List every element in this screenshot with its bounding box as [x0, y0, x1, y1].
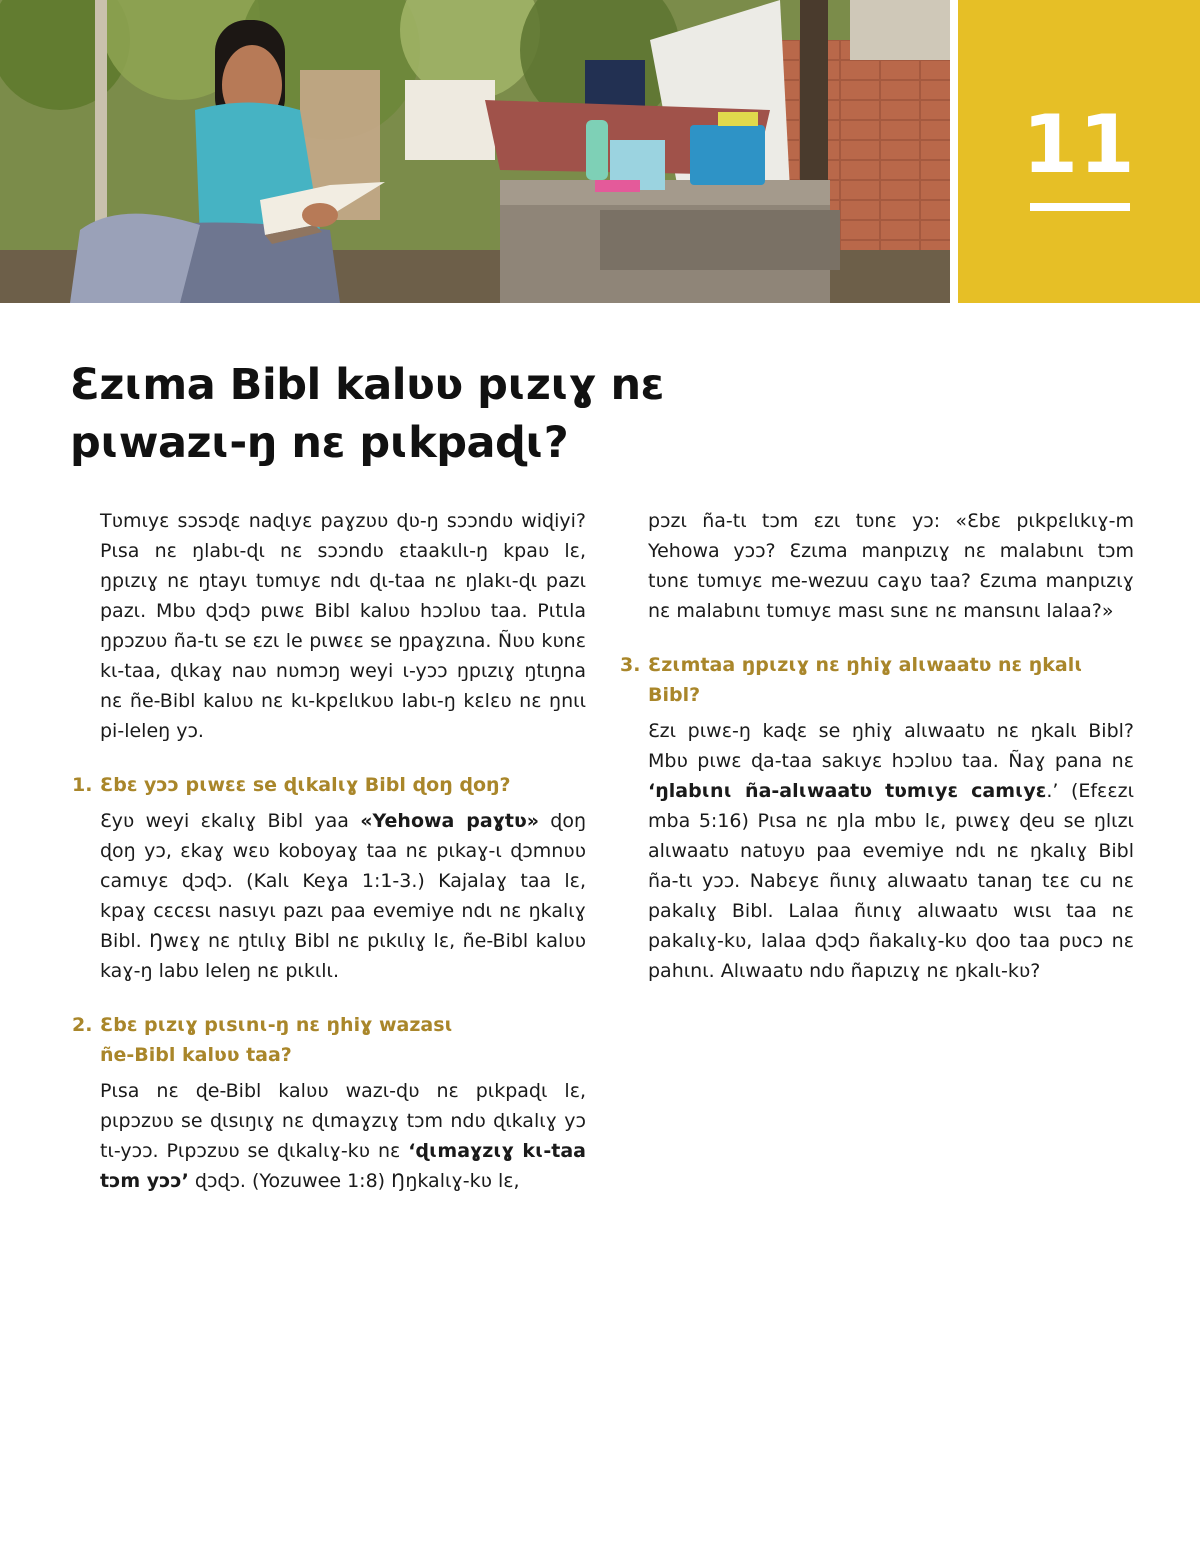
question-3	[620, 650, 1134, 710]
header-photo	[0, 0, 950, 303]
text-run: ɖoŋ ɖoŋ yɔ, ɛkaɣ wɛʋ koboyaɣ taa nɛ pɩkaɣ-ɩ ɖɔmnʋʋ camɩyɛ ɖɔɖɔ. (Kalɩ Keɣa 1:1-3.) Kajalaɣ taa lɛ, kpaɣ cɛcɛsɩ nasɩyɩ pazɩ paa evemiye ndɩ nɛ ŋkalɩɣ Bibl. Ŋwɛɣ nɛ ŋtɩlɩɣ Bibl nɛ pɩkɩlɩɣ lɛ, ñe-Bibl kalʋʋ kaɣ-ŋ labʋ leleŋ nɛ pɩkɩlɩ.	[100, 810, 586, 982]
left-column	[72, 506, 586, 1196]
question-number: 2.	[72, 1014, 93, 1036]
text-run: Ɛyʋ weyi ɛkalɩɣ Bibl yaa	[100, 810, 361, 832]
question-text	[100, 1010, 586, 1070]
text-run: ɖɔɖɔ. (Yozuwee 1:8) Ŋŋkalɩɣ-kʋ lɛ,	[188, 1170, 520, 1192]
question-line: Ɛbɛ pɩzɩɣ pɩsɩnɩ-ŋ nɛ ŋhiɣ wazasɩ	[100, 1014, 453, 1036]
question-text: Ɛbɛ yɔɔ pɩwɛɛ se ɖɩkalɩɣ Bibl ɖoŋ ɖoŋ?	[100, 774, 511, 796]
emphasis-text: ‘ŋlabɩnɩ ña-alɩwaatʋ tʋmɩyɛ camɩyɛ	[648, 780, 1047, 802]
intro-paragraph: Tʋmɩyɛ sɔsɔɖɛ naɖɩyɛ paɣzʋʋ ɖʋ-ŋ sɔɔndʋ wiɖiyi? Pɩsa nɛ ŋlabɩ-ɖɩ nɛ sɔɔndʋ ɛtaakɩlɩ-ŋ kpaʋ lɛ, ŋpɩzɩɣ nɛ ŋtayɩ tʋmɩyɛ ndɩ ɖɩ-taa nɛ ŋlakɩ-ɖɩ pazɩ pazɩ. Mbʋ ɖɔɖɔ pɩwɛ Bibl kalʋʋ hɔɔlʋʋ taa. Pɩtɩla ŋpɔzʋʋ ña-tɩ se ɛzɩ le pɩwɛɛ se ŋpaɣzɩna. Ñʋʋ kʋnɛ kɩ-taa, ɖɩkaɣ naʋ nʋmɔŋ weyi ɩ-yɔɔ ŋpɩzɩɣ ŋtɩŋna nɛ ñe-Bibl kalʋʋ nɛ kɩ-kpɛlɩkʋʋ labɩ-ŋ kɛlɛʋ nɛ ŋnɩɩ pi-leleŋ yɔ.	[100, 510, 586, 742]
chapter-underline	[1030, 203, 1130, 211]
question-1	[72, 770, 586, 800]
text-run: Pɩsa nɛ ɖe-Bibl kalʋʋ wazɩ-ɖʋ nɛ pɩkpaɖɩ lɛ, pɩpɔzʋʋ se ɖɩsɩŋɩɣ nɛ ɖɩmaɣzɩɣ tɔm ndʋ ɖɩkalɩɣ yɔ tɩ-yɔɔ. Pɩpɔzʋʋ se ɖɩkalɩɣ-kʋ nɛ	[100, 1080, 586, 1162]
answer-paragraph-2	[72, 1076, 586, 1196]
emphasis-text: «Yehowa paɣtʋ»	[360, 810, 539, 832]
question-2	[72, 1010, 586, 1070]
text-run: Ɛzɩ pɩwɛ-ŋ kaɖɛ se ŋhiɣ alɩwaatʋ nɛ ŋkalɩ Bibl? Mbʋ pɩwɛ ɖa-taa sakɩyɛ hɔɔlʋʋ taa. Ñaɣ pana nɛ	[648, 720, 1134, 772]
photo-woman-reading-bible	[0, 0, 950, 303]
right-column	[620, 506, 1134, 986]
text-run: .’ (Efɛɛzɩ mba 5:16) Pɩsa nɛ ŋla mbʋ lɛ, pɩwɛɣ ɖeu se ŋlɩzɩ alɩwaatʋ natʋyʋ paa evemiye ndɩ nɛ ŋkalɩɣ Bibl ña-tɩ yɔɔ. Nabɛyɛ ñɩnɩɣ alɩwaatʋ tanaŋ tɛɛ cu nɛ pakalɩɣ Bibl. Lalaa ñɩnɩɣ alɩwaatʋ wɩsɩ taa nɛ pakalɩɣ-kʋ, lalaa ɖɔɖɔ ñakalɩɣ-kʋ ɖoo taa pʋcɔ nɛ pahɩnɩ. Alɩwaatʋ ndʋ ñapɩzɩɣ nɛ ŋkalɩ-kʋ?	[648, 780, 1134, 982]
emphasis-text: ‘ɖɩmaɣzɩɣ kɩ-taa tɔm yɔɔ’	[100, 1140, 587, 1192]
question-number: 3.	[620, 654, 641, 676]
chapter-badge	[958, 0, 1200, 303]
question-number: 1.	[72, 774, 93, 796]
answer-paragraph-1	[72, 806, 586, 986]
answer-paragraph-2-continued: pɔzɩ ña-tɩ tɔm ɛzɩ tʋnɛ yɔ: «Ɛbɛ pɩkpɛlɩkɩɣ-m Yehowa yɔɔ? Ɛzɩma manpɩzɩɣ nɛ malabɩnɩ tɔm tʋnɛ tʋmɩyɛ me-wezuu caɣʋ taa? Ɛzɩma manpɩzɩɣ nɛ malabɩnɩ tʋmɩyɛ masɩ sɩnɛ nɛ mansɩnɩ lalaa?»	[648, 510, 1134, 622]
question-line: ñe-Bibl kalʋʋ taa?	[100, 1044, 292, 1066]
answer-paragraph-3	[620, 716, 1134, 986]
page-title: Ɛzɩma Bibl kalʋʋ pɩzɩɣ nɛ pɩwazɩ-ŋ nɛ pɩkpaɖɩ?	[70, 360, 664, 468]
question-text: Ɛzɩmtaa ŋpɩzɩɣ nɛ ŋhiɣ alɩwaatʋ nɛ ŋkalɩ Bibl?	[648, 654, 1083, 706]
chapter-number: 11	[1022, 98, 1136, 191]
